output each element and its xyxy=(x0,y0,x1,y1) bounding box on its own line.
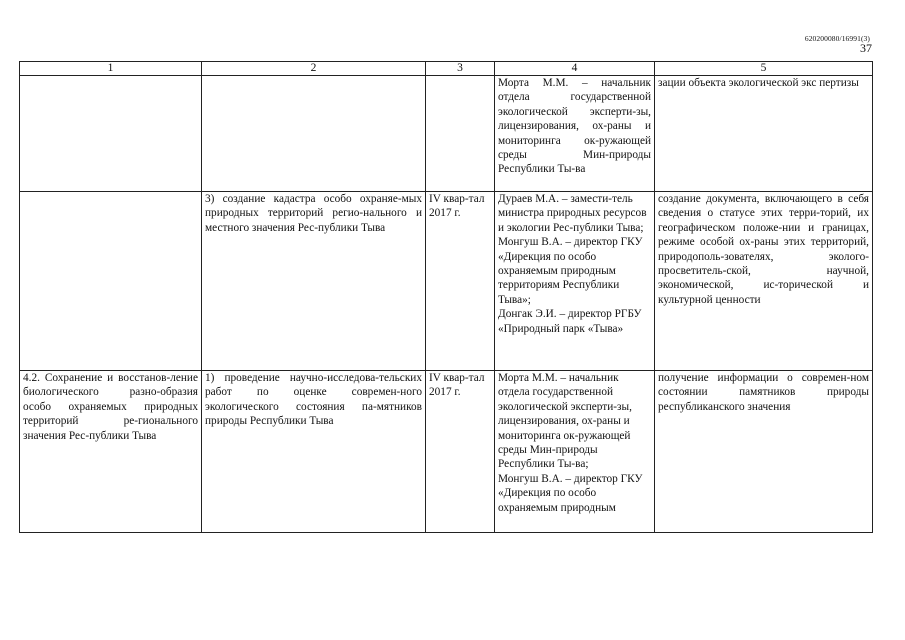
cell-task: 4.2. Сохранение и восстанов-ление биологического разно-образия особо охраняемых природных территорий ре-гионального значения Рес-публики Тыва xyxy=(20,371,202,533)
table-row xyxy=(20,371,873,533)
cell-deadline: IV квар-тал 2017 г. xyxy=(426,371,495,533)
document-code: 620200080/16991(3) xyxy=(804,34,870,43)
cell-activity: 3) создание кадастра особо охраняе-мых природных территорий регио-нального и местного значения Рес-публики Тыва xyxy=(202,192,426,371)
column-number: 1 xyxy=(20,62,202,76)
cell-responsible: Дураев М.А. – замести-тель министра природных ресурсов и экологии Рес-публики Тыва; Монгуш В.А. – директор ГКУ «Дирекция по особо охраняемым природным территориям Республики Тыва»; Донгак Э.И. – директор РГБУ «Природный парк «Тыва» xyxy=(495,192,655,371)
cell-activity xyxy=(202,76,426,192)
cell-responsible: Морта М.М. – начальник отдела государственной экологической эксперти-зы, лицензирования, ох-раны и мониторинга ок-ружающей среды Мин-природы Республики Ты-ва xyxy=(495,76,655,192)
column-number: 4 xyxy=(495,62,655,76)
plan-table xyxy=(19,61,873,533)
cell-deadline xyxy=(426,76,495,192)
column-number-row xyxy=(20,62,873,76)
cell-result: получение информации о современ-ном состоянии памятников природы республиканского значения xyxy=(655,371,873,533)
cell-result: зации объекта экологической экс пертизы xyxy=(655,76,873,192)
table-row xyxy=(20,192,873,371)
cell-responsible: Морта М.М. – начальник отдела государственной экологической эксперти-зы, лицензирования, ох-раны и мониторинга ок-ружающей среды Мин-природы Республики Ты-ва; Монгуш В.А. – директор ГКУ «Дирекция по особо охраняемым природным xyxy=(495,371,655,533)
page-number: 37 xyxy=(860,41,872,55)
table-row xyxy=(20,76,873,192)
column-number: 5 xyxy=(655,62,873,76)
cell-deadline: IV квар-тал 2017 г. xyxy=(426,192,495,371)
cell-activity: 1) проведение научно-исследова-тельских работ по оценке современ-ного экологического состояния па-мятников природы Республики Тыва xyxy=(202,371,426,533)
column-number: 3 xyxy=(426,62,495,76)
cell-result: создание документа, включающего в себя сведения о статусе этих терри-торий, их географическом положе-нии и границах, режиме особой ох-раны этих территорий, природополь-зователях, эколого-просветитель-ской, научной, экономической, ис-торической и культурной ценности xyxy=(655,192,873,371)
column-number: 2 xyxy=(202,62,426,76)
cell-task xyxy=(20,76,202,192)
cell-task xyxy=(20,192,202,371)
